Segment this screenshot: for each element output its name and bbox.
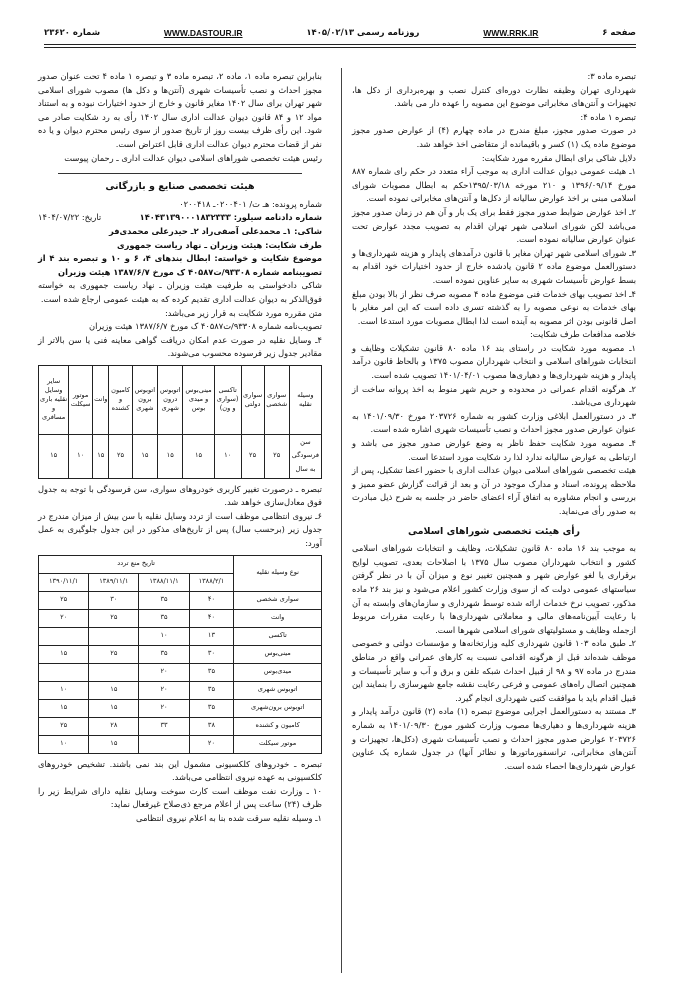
table-cell: ۱۰ xyxy=(139,627,189,645)
table-cell: ۳۰ xyxy=(189,645,234,663)
table-cell: ۴۰ xyxy=(189,609,234,627)
table-cell: ۱۵ xyxy=(132,434,157,478)
table-cell xyxy=(89,663,139,681)
table-cell: ۲۵ xyxy=(89,645,139,663)
table-header-cell: سواری دولتی xyxy=(241,365,264,434)
column-divider xyxy=(341,68,342,973)
paragraph: هیئت تخصصی شوراهای اسلامی دیوان عدالت اداری با حضور اعضا تشکیل، پس از ملاحظه پرونده، اسناد و مدارک موجود در آن و بعد از قرائت گزارش عضو ممیز و بررسی و انجام مشاوره به اتفاق آراء اعضای حاضر در جلسه به شرح ذیل مبادرت به صدور رأی می‌نماید. xyxy=(352,465,636,516)
paragraph: ۶ـ نیروی انتظامی موظف است از تردد وسایل نقلیه با سن بیش از میزان مندرج در جدول زیر (برحسب سال) پس از تاریخ‌های مذکور در این جدول جلوگیری به عمل آورد: xyxy=(38,510,322,549)
table-header-cell: تاکسی (سواری و ون) xyxy=(214,365,241,434)
table-cell: ۳۸ xyxy=(189,717,234,735)
table-header-cell: ۱۳۹۰/۱۱/۱ xyxy=(39,573,89,591)
right-column xyxy=(352,70,636,773)
table-cell: سواری شخصی xyxy=(234,591,322,609)
table-cell: ۲۰ xyxy=(189,735,234,753)
age-table xyxy=(38,365,322,479)
page-number: صفحه ۶ xyxy=(602,28,636,38)
table-header-cell: سواری شخصی xyxy=(264,365,289,434)
table-cell: ۲۵ xyxy=(89,609,139,627)
issue-number: شماره ۲۳۶۲۰ xyxy=(44,28,101,38)
table-cell: موتور سیکلت xyxy=(234,735,322,753)
paragraph: بنابراین تبصره ماده ۱، ماده ۲، تبصره ماده ۳ و تبصره ۱ ماده ۴ تحت عنوان صدور مجوز احداث و نصب تأسیسات شهری (آنتن‌ها و دکل ها) مصوب شورای اسلامی شهر تهران برای سال ۱۴۰۲ مغایر قانون و خارج از حدود اختیارات نبوده و به استناد مواد ۱۲ و ۸۴ قانون دیوان عدالت اداری سال ۱۴۰۲ رأی به رد شکایت صادر می شود. این رأی ظرف بیست روز از تاریخ صدور از سوی رئیس محترم دیوان و یا ده نفر از قضات محترم دیوان عدالت اداری قابل اعتراض است. xyxy=(38,71,322,149)
table-row xyxy=(39,609,322,627)
table-cell: ۱۵ xyxy=(89,681,139,699)
table-cell xyxy=(89,627,139,645)
paragraph: ۳ـ شورای اسلامی شهر تهران مغایر با قانون درآمدهای پایدار و هزینه شهرداری‌ها و دستورالعمل موضوع ماده ۲ قانون یادشده خارج از حدود اختیارات خود اقدام به بسط عوارض تأسیسات شهری به سایر عناوین نموده است. xyxy=(352,247,637,285)
paragraph: خلاصه مدافعات طرف شکایت: xyxy=(530,329,636,340)
paragraph: در صورت صدور مجوز، مبلغ مندرج در ماده چهارم (۴) از عوارض صدور مجوز موضوع ماده یک (۱) کسر و باقیمانده از متقاضی اخذ خواهد شد. xyxy=(352,125,636,149)
section-heading: رأی هیئت تخصصی شوراهای اسلامی xyxy=(408,525,580,537)
table-row xyxy=(39,699,322,717)
table-header-cell: ۱۳۸۸/۱۱/۱ xyxy=(139,573,189,591)
table-cell: ۳۵ xyxy=(139,609,189,627)
table-cell: ۱۵ xyxy=(39,699,89,717)
paragraph: ۲ـ طبق ماده ۱۰۳ قانون شهرداری کلیه وزارتخانه‌ها و مؤسسات دولتی و خصوصی موظف شده‌اند قبل از هرگونه اقدامی نسبت به کارهای عمرانی واقع در مناطق مندرج در ماده ۹۷ و ۹۸ از قبیل احداث شبکه تلفن و برق و آب و سایر تأسیسات و همچنین اتصال راه‌های عمومی و فرعی رعایت نقشه جامع شهرسازی را بنمایند این قبیل اقدام باید با موافقت کتبی شهرداری انجام گیرد. xyxy=(352,638,636,703)
table-row xyxy=(39,591,322,609)
table-header-cell: وانت xyxy=(93,365,109,434)
paragraph: ۱ـ هیئت عمومی دیوان عدالت اداری به موجب آراء متعدد در حکم رای شماره ۸۸۷ مورخ ۱۳۹۶/۰۹/۱۴ و ۲۱۰ مورخه ۱۳۹۵/۰۳/۱۸حکم به ابطال مصوبات شورای اسلامی مبنی بر اخذ عوارض سالیانه از دکل‌ها و آنتن‌های مخابراتی نموده است. xyxy=(352,166,636,204)
table-cell: ۲۵ xyxy=(39,591,89,609)
paragraph: ۱۰ ـ وزارت نفت موظف است کارت سوخت وسایل نقلیه دارای شرایط زیر را ظرف (۲۴) ساعت پس از اعلام مرجع ذی‌صلاح غیرفعال نماید: xyxy=(38,785,322,810)
table-header-cell: کامیون و کشنده xyxy=(109,365,132,434)
paragraph: دلایل شاکی برای ابطال مقرره مورد شکایت: xyxy=(481,152,636,163)
table-cell: ۱۵ xyxy=(89,699,139,717)
section-divider xyxy=(58,173,302,174)
verdict-date: تاریخ: ۱۴۰۴/۰۷/۲۲ xyxy=(38,212,102,223)
paragraph: تبصره ـ درصورت تغییر کاربری خودروهای سواری، سن فرسودگی با توجه به جدول فوق معادل‌سازی خواهد شد. xyxy=(38,483,322,508)
table-cell xyxy=(139,735,189,753)
table-cell: ۱۵ xyxy=(158,434,183,478)
table-cell: ۳۳ xyxy=(139,717,189,735)
table-cell: مینی‌بوس xyxy=(234,645,322,663)
verdict-line xyxy=(38,211,322,225)
table-header-cell: ۱۳۸۸/۲/۱ xyxy=(189,573,234,591)
page-header xyxy=(44,24,636,42)
paragraph: تبصره ـ خودروهای کلکسیونی مشمول این بند نمی باشند. تشخیص خودروهای کلکسیونی به عهده نیروی انتظامی می‌باشد. xyxy=(38,758,322,783)
table-cell: ۲۵ xyxy=(241,434,264,478)
table-header-row xyxy=(39,365,322,434)
table-header-cell: نوع وسیله نقلیه xyxy=(234,555,322,591)
dastour-link[interactable]: WWW.DASTOUR.IR xyxy=(163,28,243,38)
table-row xyxy=(39,735,322,753)
table-row xyxy=(39,663,322,681)
signature-line: رئیس هیئت تخصصی شوراهای اسلامی دیوان عدالت اداری ـ رحمان پیوست xyxy=(64,152,322,163)
table-cell: ۱۳ xyxy=(189,627,234,645)
table-cell: ۳۵ xyxy=(189,681,234,699)
table-row xyxy=(39,681,322,699)
table-cell: ۳۰ xyxy=(89,591,139,609)
paragraph: ۲ـ اخذ عوارض ضوابط صدور مجوز فقط برای یک بار و آن هم در زمان صدور مجوز می‌باشد لکن شورای اسلامی شهر تهران اقدام به تصویب مجدد عوارض تحت عنوان عوارض سالیانه نموده است. xyxy=(352,206,636,245)
case-number: شماره پرونده: هـ ت/ ۰۲۰۰۴۰۱ـ ۰۲۰۰۴۱۸ xyxy=(179,198,322,209)
paragraph: شهرداری تهران وظیفه نظارت دوره‌ای کنترل نصب و بهره‌برداری از دکل ها، تجهیزات و آنتن‌های مخابراتی موضوع این مصوبه را عهده دار می باشد. xyxy=(352,84,636,109)
table-cell: ۱۰ xyxy=(69,434,93,478)
table-cell: ۳۵ xyxy=(139,591,189,609)
defendant: طرف شکایت: هیئت وزیران ـ نهاد ریاست جمهوری xyxy=(117,239,322,250)
table-header-row xyxy=(39,555,322,573)
paragraph: تصویب‌نامه شماره ۹۳۳۰۸/ت۴۰۵۸۷ ک مورخ ۱۳۸۷/۶/۷ هیئت وزیران xyxy=(89,321,322,332)
newspaper-date: روزنامه رسمی ۱۴۰۵/۰۲/۱۳ xyxy=(306,28,420,38)
paragraph: ۲ـ هرگونه اقدام عمرانی در محدوده و حریم شهر منوط به اخذ پروانه ساخت از شهرداری می‌باشد. xyxy=(352,383,636,408)
table-cell: کامیون و کشنده xyxy=(234,717,322,735)
paragraph: ۱ـ مصوبه مورد شکایت در راستای بند ۱۶ ماده ۸۰ قانون تشکیلات وظایف و انتخابات شوراهای اسلامی و انتخاب شهرداران مصوب ۱۳۷۵ و بالحاظ قانون درآمد پایدار و هزینه شهرداری‌ها و دهیاری‌ها مصوب ۱۴۰۱/۰۴/۰۱ تصویب شده است. xyxy=(352,342,636,381)
table-cell: ۱۵ xyxy=(93,434,109,478)
table-row xyxy=(39,717,322,735)
table-cell: تاکسی xyxy=(234,627,322,645)
table-cell: ۲۰ xyxy=(139,663,189,681)
table-cell xyxy=(39,663,89,681)
paragraph: تبصره ماده ۳: xyxy=(587,71,636,81)
table-header-cell: سایر وسایل نقلیه باری و مسافری xyxy=(39,365,69,434)
table-cell: ۲۵ xyxy=(109,434,132,478)
table-cell: وانت xyxy=(234,609,322,627)
paragraph: شاکی دادخواستی به طرفیت هیئت وزیران ـ نهاد ریاست جمهوری به خواسته فوق‌الذکر به دیوان عدالت اداری تقدیم کرده که به هیئت عمومی ارجاع شده است. xyxy=(38,280,322,304)
table-cell: ۲۸ xyxy=(89,717,139,735)
table-cell: میدی‌بوس xyxy=(234,663,322,681)
table-header-cell: موتور سیکلت xyxy=(69,365,93,434)
rrk-link[interactable]: WWW.RRK.IR xyxy=(483,28,539,38)
table-cell: ۳۵ xyxy=(189,699,234,717)
table-header-cell: ۱۳۸۹/۱۱/۱ xyxy=(89,573,139,591)
table-cell: ۴۰ xyxy=(189,591,234,609)
paragraph: تبصره ۱ ماده ۴: xyxy=(580,111,636,122)
table-header-cell: تاریخ منع تردد xyxy=(39,555,234,573)
paragraph: ۳ـ مستند به دستورالعمل اجرایی موضوع تبصره (۱) ماده (۲) قانون درآمد پایدار و هزینه شهرداری‌ها و دهیاری‌ها مصوب وزارت کشور مورخ ۱۴۰۱/۰۹/۳۰ به شماره ۲۰۳۷۲۶ عوارض صدور مجوز احداث و نصب تأسیسات شهری (دکل‌ها، تجهیزات و آنتن‌های مخابراتی، ترانسفورماتورها و نظائر آنها) در جدول شماره یک عناوین عوارض شهرداری‌ها احصاء شده است. xyxy=(352,706,636,771)
table-cell: ۲۰ xyxy=(39,609,89,627)
table-cell: ۲۵ xyxy=(264,434,289,478)
table-cell: سن فرسودگی به سال xyxy=(289,434,321,478)
plaintiff: شاکی: ۱ـ محمدعلی آصفی‌راد ۲ـ حیدرعلی محمدی‌فر xyxy=(108,225,322,236)
paragraph: ۳ـ در دستورالعمل ابلاغی وزارت کشور به شماره ۲۰۳۷۲۶ مورخ ۱۴۰۱/۰۹/۳۰ به عنوان عوارض صدور مجوز احداث و نصب تأسیسات شهری اشاره شده است. xyxy=(352,410,636,435)
table-header-cell: اتوبوس برون شهری xyxy=(132,365,157,434)
complaint-subject: موضوع شکایت و خواسته: ابطال بندهای ۴، ۶ و ۱۰ و تبصره بند ۴ از تصویبنامه شماره ۹۳۳۰۸/ت۴۰۵۸۷ ک مورخ ۱۳۸۷/۶/۷ هیئت وزیران xyxy=(38,253,323,277)
table-cell: ۱۵ xyxy=(89,735,139,753)
paragraph: متن مقرره مورد شکایت به قرار زیر می‌باشد: xyxy=(164,307,322,318)
table-row xyxy=(39,627,322,645)
verdict-number: شماره دادنامه سیلور: ۱۴۰۴۳۱۳۹۰۰۰۱۸۳۲۳۳۳ xyxy=(139,212,322,223)
table-cell: ۳۵ xyxy=(139,645,189,663)
paragraph: به موجب بند ۱۶ ماده ۸۰ قانون تشکیلات، وظایف و انتخابات شوراهای اسلامی کشور و انتخاب شهرداران مصوب سال ۱۳۷۵ با اصلاحات بعدی، تصویب لوایح برقراری یا لغو عوارض شهر و همچنین تغییر نوع و میزان آن با در نظر گرفتن سیاستهای عمومی دولت که از سوی وزارت کشور اعلام می‌شود و نیز بند ۲۶ ماده مذکور، تصویب نرخ خدمات ارائه شده توسط شهرداری و سازمان‌های وابسته به آن با رعایت آیین‌نامه‌های مالی و معاملاتی شهرداری‌ها با رعایت مقررات مربوط ازجمله وظایف و مسئولیتهای شورای اسلامی شهرها است. xyxy=(352,543,636,635)
section-heading: هیئت تخصصی صنایع و بازرگانی xyxy=(105,181,255,193)
table-header-cell: مینی‌بوس و میدی بوس xyxy=(183,365,214,434)
table-cell: ۲۰ xyxy=(139,681,189,699)
table-cell xyxy=(39,627,89,645)
table-cell: اتوبوس شهری xyxy=(234,681,322,699)
table-header-cell: وسیله نقلیه xyxy=(289,365,321,434)
left-column xyxy=(38,70,322,826)
table-cell: ۱۰ xyxy=(39,735,89,753)
paragraph: ۴ـ مصوبه مورد شکایت حفظ ناظر به وضع عوارض صدور مجوز می باشد و ارتباطی به عوارض سالیانه ندارد لذا رد شکایت مورد استدعا است. xyxy=(352,438,636,462)
paragraph: ۴ـ اخذ تصویب بهای خدمات فنی موضوع ماده ۴ مصوبه صرف نظر از بالا بودن مبلغ بهای خدمات به نوعی مصوبه را به گذشته تسری داده است که این امر مغایر با اصل قانونی بودن اثر مصوبه به آینده است لذا ابطال مصوبات مورد استدعا است. xyxy=(352,288,637,326)
header-rule-top xyxy=(44,44,636,45)
table-cell: ۳۵ xyxy=(189,663,234,681)
table-cell: ۱۰ xyxy=(39,681,89,699)
table-cell: ۱۰ xyxy=(214,434,241,478)
header-rule-bottom xyxy=(44,47,636,48)
table-cell: اتوبوس برون‌شهری xyxy=(234,699,322,717)
ban-table xyxy=(38,555,322,754)
table-row xyxy=(39,434,322,478)
table-cell: ۱۵ xyxy=(39,645,89,663)
table-cell: ۱۵ xyxy=(183,434,214,478)
table-cell: ۲۵ xyxy=(39,717,89,735)
table-row xyxy=(39,645,322,663)
table-cell: ۲۰ xyxy=(139,699,189,717)
table-cell: ۱۵ xyxy=(39,434,69,478)
paragraph: ۱ـ وسیله نقلیه سرقت شده بنا به اعلام نیروی انتظامی xyxy=(136,813,322,823)
paragraph: ۴ـ وسایل نقلیه در صورت عدم امکان دریافت گواهی معاینه فنی یا سن بالاتر از مقادیر جدول زیر فرسوده محسوب می‌شوند. xyxy=(38,334,322,359)
table-header-cell: اتوبوس درون شهری xyxy=(158,365,183,434)
